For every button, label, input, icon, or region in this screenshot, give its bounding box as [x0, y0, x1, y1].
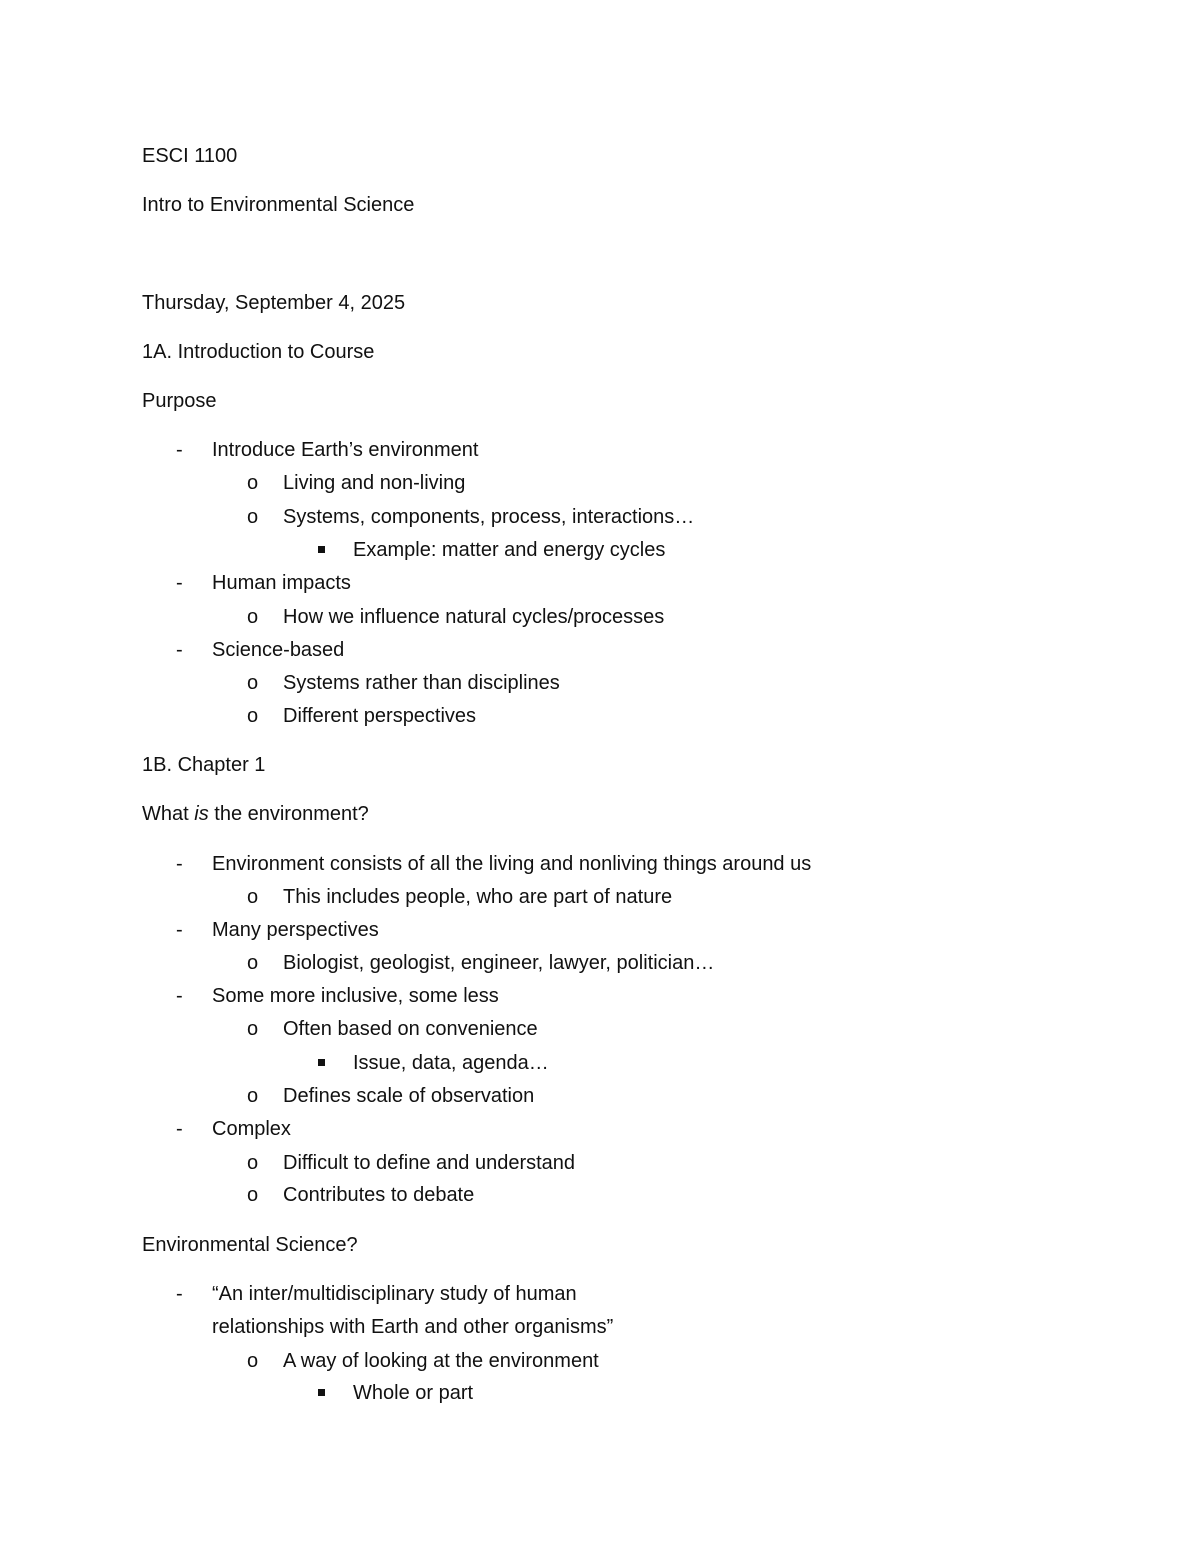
- list-item: [0, 885, 1200, 909]
- circle-bullet: o: [247, 606, 259, 628]
- list-item: [0, 571, 1200, 595]
- list-item: [0, 1282, 1200, 1306]
- list-item: [0, 505, 1200, 529]
- list-item-text: Human impacts: [212, 572, 351, 594]
- list-item-text: Different perspectives: [283, 705, 477, 727]
- circle-bullet: o: [247, 886, 259, 908]
- list-item: [0, 638, 1200, 662]
- circle-bullet: o: [247, 1184, 259, 1206]
- course-code: ESCI 1100: [142, 145, 238, 167]
- list-item: [0, 1381, 1200, 1405]
- square-bullet-icon: [318, 1059, 325, 1066]
- dash-bullet: -: [176, 919, 183, 941]
- list-item: [0, 1349, 1200, 1373]
- list-item: [0, 538, 1200, 562]
- list-item: [0, 1084, 1200, 1108]
- circle-bullet: o: [247, 1085, 259, 1107]
- lecture-date: Thursday, September 4, 2025: [142, 292, 406, 314]
- list-item: [0, 671, 1200, 695]
- circle-bullet: o: [247, 1018, 259, 1040]
- list-item-text: A way of looking at the environment: [283, 1350, 599, 1372]
- list-item-text: Biologist, geologist, engineer, lawyer, politician…: [283, 952, 715, 974]
- list-item: [0, 1151, 1200, 1175]
- list-item-text: Defines scale of observation: [283, 1085, 535, 1107]
- circle-bullet: o: [247, 1152, 259, 1174]
- list-item: [0, 1017, 1200, 1041]
- list-item-text: relationships with Earth and other organisms”: [212, 1316, 614, 1338]
- question-text: the environment?: [208, 803, 369, 825]
- list-item: [0, 438, 1200, 462]
- list-item-text: Systems, components, process, interactions…: [283, 506, 695, 528]
- question-text: What: [142, 803, 195, 825]
- dash-bullet: -: [176, 985, 183, 1007]
- list-item-text: Complex: [212, 1118, 291, 1140]
- circle-bullet: o: [247, 672, 259, 694]
- list-item-text: Living and non-living: [283, 472, 466, 494]
- section-1b-heading: 1B. Chapter 1: [142, 754, 266, 776]
- list-item-text: Some more inclusive, some less: [212, 985, 499, 1007]
- list-item-text: How we influence natural cycles/processes: [283, 606, 665, 628]
- dash-bullet: -: [176, 853, 183, 875]
- list-item: [0, 1117, 1200, 1141]
- list-item: [0, 1051, 1200, 1075]
- list-item-text: Many perspectives: [212, 919, 379, 941]
- question-emphasis: is: [194, 803, 209, 825]
- list-item-text: Science-based: [212, 639, 345, 661]
- list-item: [0, 852, 1200, 876]
- list-item: [0, 605, 1200, 629]
- list-item-text: Introduce Earth’s environment: [212, 439, 479, 461]
- list-item-text: “An inter/multidisciplinary study of human: [212, 1283, 577, 1305]
- list-item: [0, 984, 1200, 1008]
- list-item-text: Contributes to debate: [283, 1184, 475, 1206]
- list-item: [0, 1183, 1200, 1207]
- list-item-text: Example: matter and energy cycles: [353, 539, 666, 561]
- env-science-heading: Environmental Science?: [142, 1234, 358, 1256]
- environment-question: [142, 802, 369, 826]
- dash-bullet: -: [176, 1283, 183, 1305]
- list-item-text: This includes people, who are part of nature: [283, 886, 673, 908]
- list-item-text: Often based on convenience: [283, 1018, 538, 1040]
- circle-bullet: o: [247, 472, 259, 494]
- list-item-text: Systems rather than disciplines: [283, 672, 560, 694]
- dash-bullet: -: [176, 1118, 183, 1140]
- dash-bullet: -: [176, 572, 183, 594]
- list-item-text: Difficult to define and understand: [283, 1152, 576, 1174]
- list-item-text: Environment consists of all the living and nonliving things around us: [212, 853, 812, 875]
- circle-bullet: o: [247, 1350, 259, 1372]
- circle-bullet: o: [247, 506, 259, 528]
- list-item-continuation: [0, 1315, 1200, 1339]
- purpose-heading: Purpose: [142, 390, 217, 412]
- list-item: [0, 918, 1200, 942]
- square-bullet-icon: [318, 1389, 325, 1396]
- circle-bullet: o: [247, 705, 259, 727]
- dash-bullet: -: [176, 439, 183, 461]
- course-title: Intro to Environmental Science: [142, 194, 415, 216]
- list-item-text: Whole or part: [353, 1382, 474, 1404]
- list-item: [0, 704, 1200, 728]
- section-1a-heading: 1A. Introduction to Course: [142, 341, 375, 363]
- list-item-text: Issue, data, agenda…: [353, 1052, 549, 1074]
- list-item: [0, 951, 1200, 975]
- list-item: [0, 471, 1200, 495]
- dash-bullet: -: [176, 639, 183, 661]
- square-bullet-icon: [318, 546, 325, 553]
- circle-bullet: o: [247, 952, 259, 974]
